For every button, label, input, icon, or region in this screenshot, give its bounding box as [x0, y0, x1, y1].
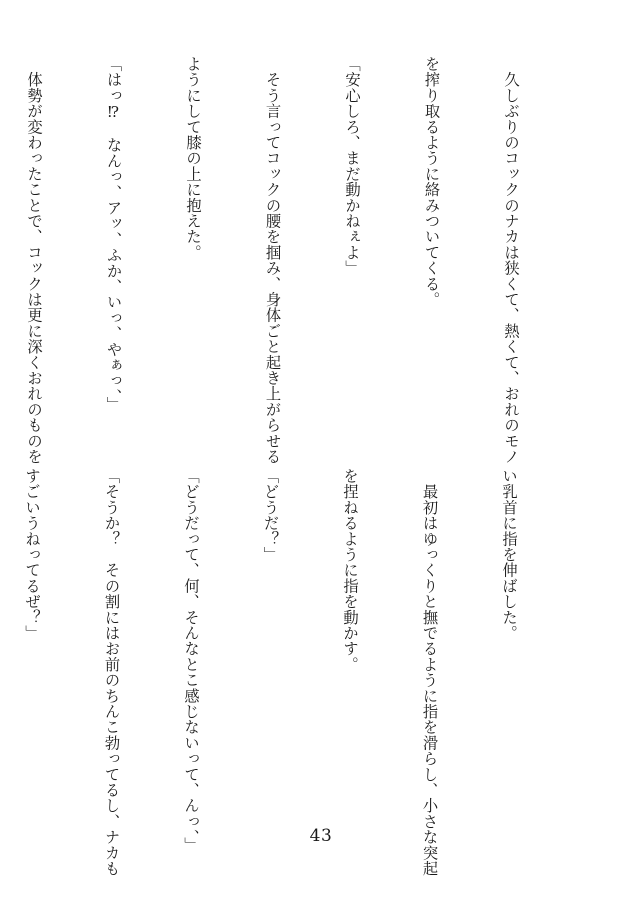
text-line: そう言ってコックの腰を掴み、身体ごと起き上がらせる [263, 56, 282, 465]
text-line: 体勢が変わったことで、コックは更に深くおれのものを [25, 56, 43, 465]
text-line: い乳首に指を伸ばした。 [500, 468, 518, 641]
text-line: 「どうだって、何、そんなとこ感じないって、んっ、」 [182, 468, 200, 853]
text-line: 「安心しろ、まだ動かねぇよ」 [343, 56, 361, 276]
text-line: ようにして膝の上に抱えた。 [184, 56, 202, 261]
text-block-top [0, 56, 577, 465]
text-line: を捏ねるように指を動かす。 [341, 468, 359, 673]
text-line: 最初はゆっくりと撫でるように指を滑らし、小さな突起 [420, 468, 439, 877]
text-line: 久しぶりのコックのナカは狭くて、熱くて、おれのモノ [502, 56, 520, 465]
text-line: 「そうか？ その割にはお前のちんこ勃ってるし、ナカも [102, 468, 121, 877]
text-line: を搾り取るように絡みついてくる。 [422, 56, 441, 308]
text-line: すごいうねってるぜ？」 [23, 468, 41, 641]
text-line: 「はっ⁉ なんっ、アッ、ふか、いっ、やぁっ、」 [104, 56, 123, 413]
page-number: 43 [309, 826, 333, 846]
text-line: 「どうだ？」 [261, 468, 280, 563]
